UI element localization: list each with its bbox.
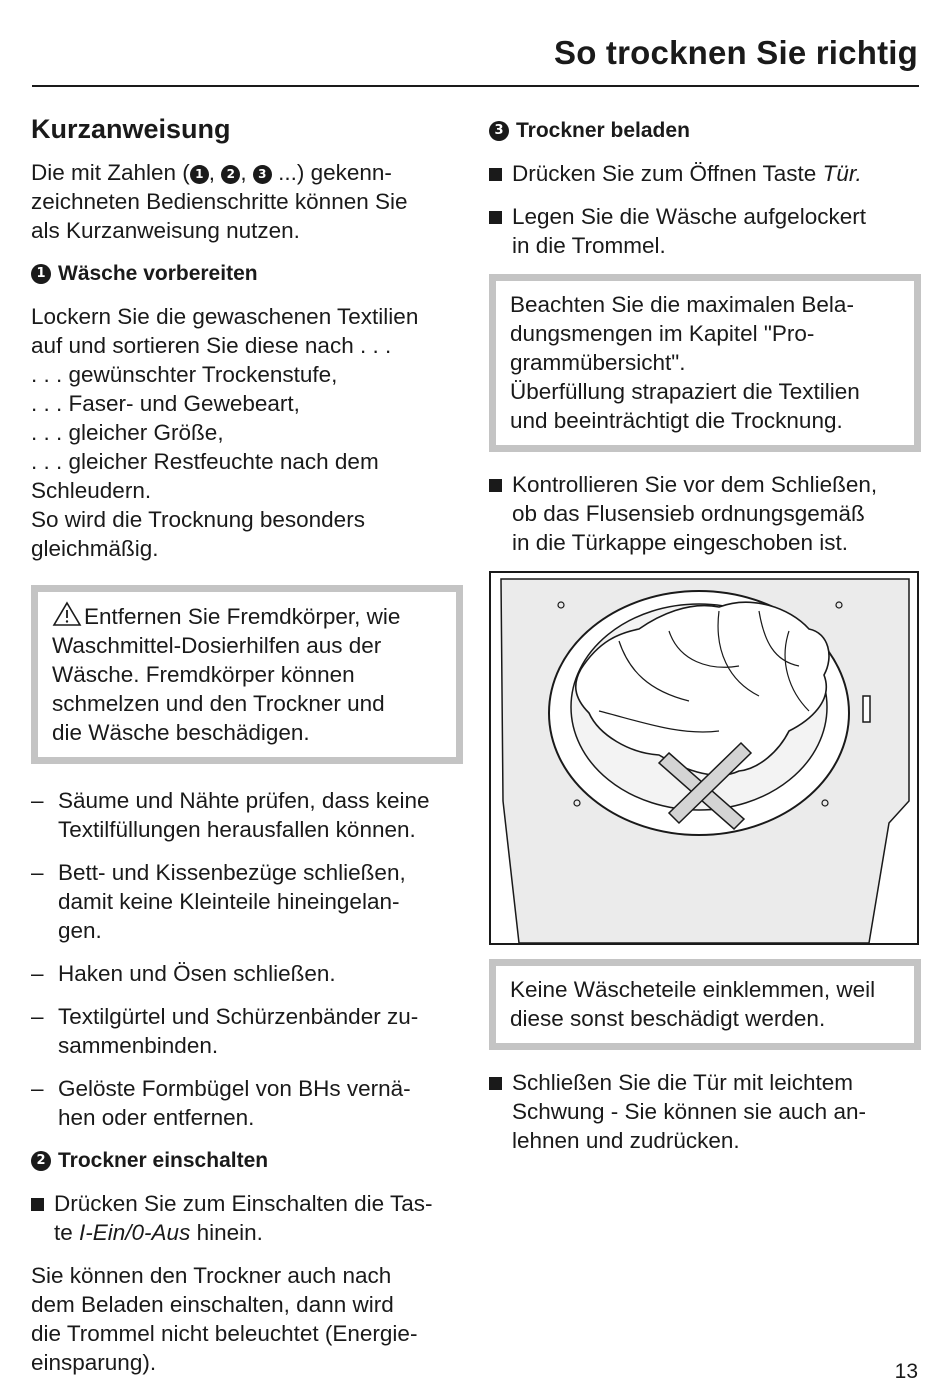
square-bullet-icon — [31, 1198, 44, 1211]
page-number: 13 — [894, 1360, 918, 1383]
list-item: – Säume und Nähte prüfen, dass keine Textilfüllungen herausfallen können. — [31, 788, 430, 842]
step-1-text: Lockern Sie die gewaschenen Textilien auf und sortieren Sie diese nach . . . . . . gewünschter Trockenstufe, . . . Faser- und Gewebeart, . . . gleicher Größe, . . . gleicher Restfeuchte nach dem Schleudern. So wird die Trocknung besonders gleichmäßig. — [31, 304, 419, 561]
step-number-badge: 3 — [253, 165, 272, 184]
warning-triangle-icon — [52, 601, 82, 627]
square-bullet-icon — [489, 1077, 502, 1090]
header-divider — [32, 85, 919, 87]
dash-marker: – — [31, 961, 44, 986]
step-1-title: 1 Wäsche vorbereiten — [31, 259, 463, 288]
list-item: – Bett- und Kissenbezüge schließen, damit keine Kleinteile hineingelan- gen. — [31, 860, 406, 943]
step-number-badge: 2 — [31, 1151, 51, 1171]
list-item: – Haken und Ösen schließen. — [31, 961, 336, 986]
step-number-badge: 3 — [489, 121, 509, 141]
preparation-list — [31, 786, 463, 1132]
dryer-drum-illustration — [489, 571, 919, 945]
warning-text: Entfernen Sie Fremdkörper, wie Waschmittel-Dosierhilfen aus der Wäsche. Fremdkörper können schmelzen und den Trockner und die Wäsche beschädigen. — [52, 604, 401, 745]
step-3-bullet-filter: Kontrollieren Sie vor dem Schließen, ob das Flusensieb ordnungsgemäß in die Türkappe eingeschoben ist. — [489, 470, 921, 557]
step-3-bullet-load: Legen Sie die Wäsche aufgelockert in die Trommel. — [489, 202, 921, 260]
step-number-badge: 2 — [221, 165, 240, 184]
square-bullet-icon — [489, 211, 502, 224]
dash-marker: – — [31, 788, 44, 813]
warning-box — [31, 585, 463, 764]
list-item: – Gelöste Formbügel von BHs vernä- hen oder entfernen. — [31, 1076, 411, 1130]
step-2-title: 2 Trockner einschalten — [31, 1146, 463, 1175]
intro-paragraph: Die mit Zahlen ( 1 , 2 , 3 ...) gekenn- zeichneten Bedienschritte können Sie als Kurzanweisung nutzen. — [31, 160, 408, 243]
step-number-badge: 1 — [190, 165, 209, 184]
load-notice-box: Beachten Sie die maximalen Bela- dungsmengen im Kapitel "Pro- grammübersicht". Überfüllung strapaziert die Textilien und beeinträchtigt die Trocknung. — [489, 274, 921, 452]
left-column — [31, 112, 463, 1391]
square-bullet-icon — [489, 479, 502, 492]
dash-marker: – — [31, 860, 44, 885]
step-3-bullet-close: Schließen Sie die Tür mit leichtem Schwung - Sie können sie auch an- lehnen und zudrücken. — [489, 1068, 921, 1155]
right-column — [489, 116, 921, 1169]
section-heading: Kurzanweisung — [31, 114, 231, 144]
dash-marker: – — [31, 1076, 44, 1101]
dash-marker: – — [31, 1004, 44, 1029]
step-3-title: 3 Trockner beladen — [489, 116, 921, 145]
square-bullet-icon — [489, 168, 502, 181]
page-title: So trocknen Sie richtig — [553, 34, 918, 71]
clamp-notice-box: Keine Wäscheteile einklemmen, weil diese sonst beschädigt werden. — [489, 959, 921, 1050]
step-number-badge: 1 — [31, 264, 51, 284]
list-item: – Textilgürtel und Schürzenbänder zu- sammenbinden. — [31, 1004, 419, 1058]
step-3-bullet-open: Drücken Sie zum Öffnen Taste Tür. — [489, 159, 921, 188]
step-2-text: Sie können den Trockner auch nach dem Beladen einschalten, dann wird die Trommel nicht beleuchtet (Energie- einsparung). — [31, 1263, 418, 1375]
step-2-bullet: Drücken Sie zum Einschalten die Tas- te I-Ein/0-Aus hinein. — [31, 1189, 463, 1247]
